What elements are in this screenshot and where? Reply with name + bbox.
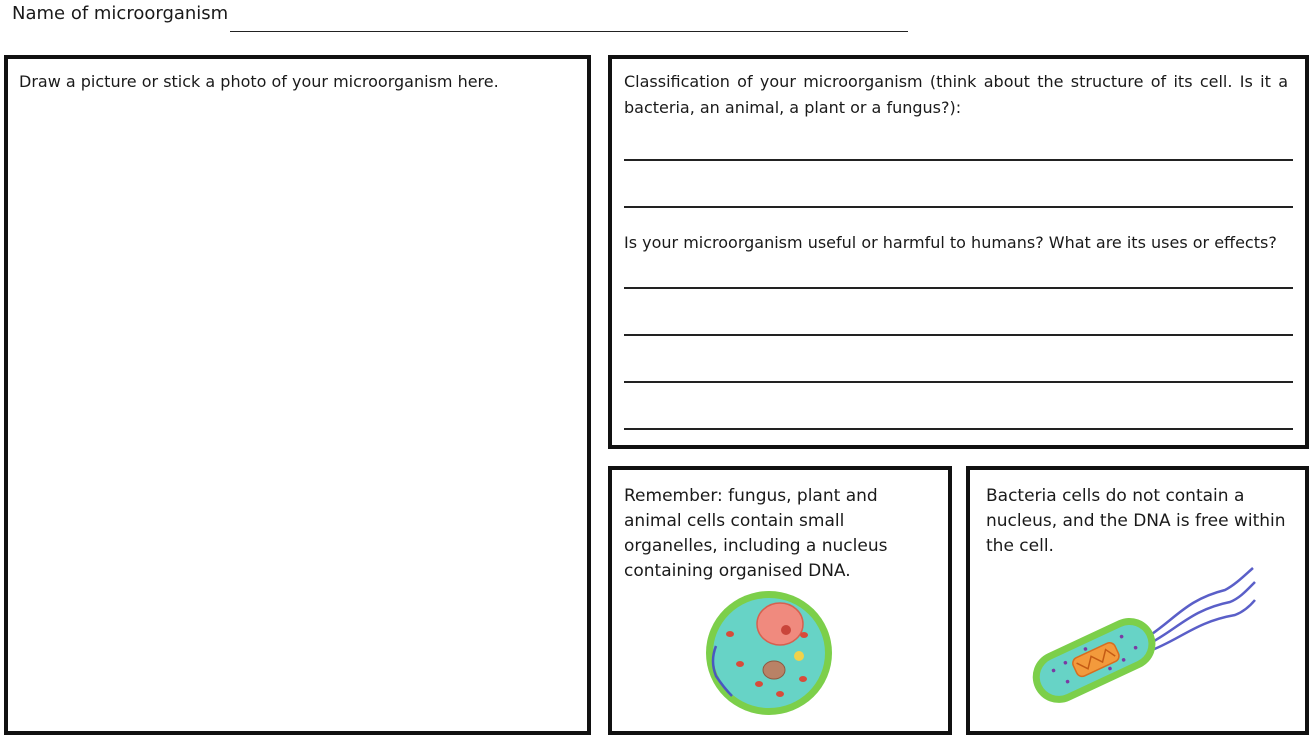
bacteria-text: Bacteria cells do not contain a nucleus, and the DNA is free within the cell. — [986, 486, 1286, 556]
classification-write-line[interactable] — [624, 206, 1293, 208]
drawing-box[interactable] — [4, 55, 591, 735]
animal-cell-icon — [702, 586, 836, 720]
name-label: Name of microorganism — [12, 3, 229, 24]
name-write-line[interactable] — [230, 31, 908, 32]
usefulness-write-line[interactable] — [624, 381, 1293, 383]
usefulness-prompt: Is your microorganism useful or harmful to humans? What are its uses or effects? — [624, 233, 1277, 252]
remember-box — [608, 466, 952, 735]
usefulness-write-line[interactable] — [624, 287, 1293, 289]
drawing-prompt: Draw a picture or stick a photo of your microorganism here. — [19, 72, 499, 91]
classification-box — [608, 55, 1309, 449]
bacteria-box — [966, 466, 1309, 735]
bacterium-icon — [1025, 560, 1257, 720]
classification-write-line[interactable] — [624, 159, 1293, 161]
usefulness-write-line[interactable] — [624, 428, 1293, 430]
usefulness-write-line[interactable] — [624, 334, 1293, 336]
classification-prompt: Classification of your microorganism (think about the structure of its cell. Is it a bacteria, an animal, a plant or a fungus?): — [624, 72, 1288, 117]
remember-text: Remember: fungus, plant and animal cells contain small organelles, including a nucleus containing organised DNA. — [624, 486, 888, 581]
